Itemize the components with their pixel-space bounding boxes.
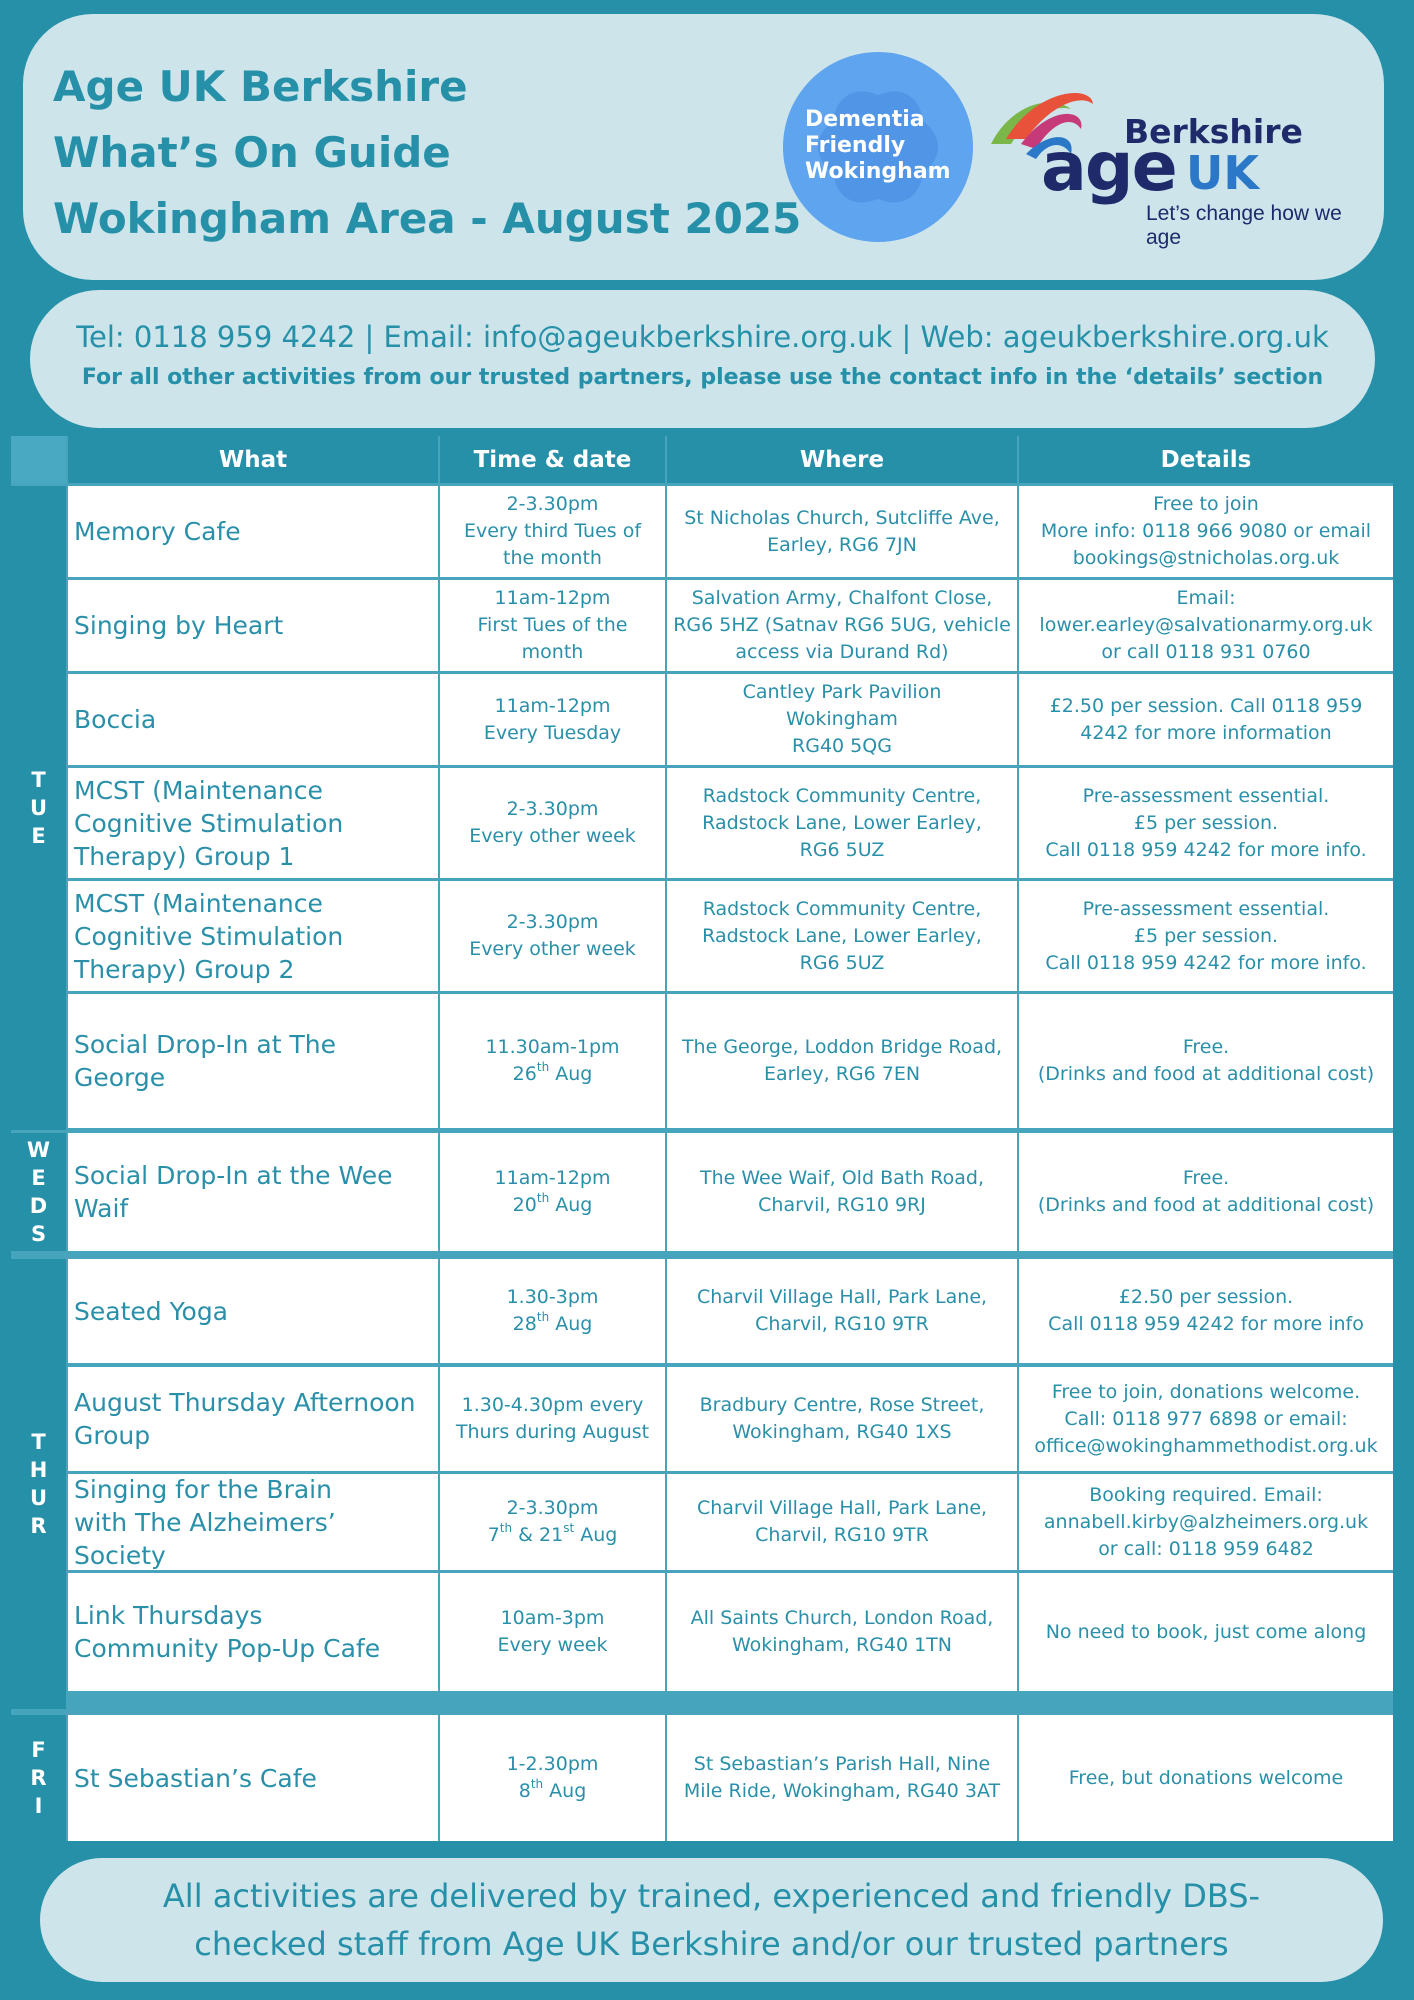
- cell-details: [1019, 1573, 1393, 1691]
- where-line: Charvil Village Hall, Park Lane,: [696, 1286, 988, 1308]
- cell-details: [1019, 1367, 1393, 1471]
- cell-time-text: [495, 1165, 611, 1219]
- date-ordinal: th: [530, 1776, 544, 1791]
- time-line: 11am-12pm: [494, 1167, 611, 1189]
- cell-where: [667, 768, 1017, 878]
- where-line: Wokingham, RG40 1TN: [731, 1634, 952, 1656]
- cell-time: [440, 1715, 665, 1841]
- where-line: RG40 5QG: [792, 735, 892, 757]
- cell-time: [440, 1474, 665, 1570]
- cell-what-text: [74, 887, 343, 986]
- badge-text: Dementia Friendly Wokingham: [805, 107, 951, 184]
- time-line: 1.30-4.30pm every: [461, 1394, 644, 1416]
- cell-details: [1019, 768, 1393, 878]
- details-line: or call 0118 931 0760: [1101, 641, 1311, 663]
- details-line: Call: 0118 977 6898 or email:: [1064, 1407, 1348, 1430]
- where-line: RG6 5UZ: [799, 951, 885, 974]
- day-letter: F: [31, 1738, 46, 1762]
- what-line: with The Alzheimers’ Society: [74, 1507, 336, 1570]
- cell-time-text: [469, 796, 636, 850]
- cell-time-text: [507, 1284, 599, 1338]
- what-line: Social Drop-In at The George: [74, 1030, 336, 1092]
- details-line: Free.: [1182, 1167, 1230, 1189]
- date-part: 26: [512, 1063, 537, 1085]
- details-line: bookings@stnicholas.org.uk: [1072, 547, 1340, 569]
- details-line: or call: 0118 959 6482: [1098, 1537, 1314, 1560]
- header-banner: [23, 14, 1384, 280]
- date-ordinal: st: [563, 1520, 575, 1535]
- cell-details-text: [1069, 1765, 1343, 1792]
- cell-what: [68, 1474, 438, 1570]
- age-uk-logo: [981, 84, 1361, 249]
- cell-where-text: [702, 896, 982, 977]
- time-line: Every third Tues of: [463, 520, 642, 542]
- cell-details-text: [1046, 1619, 1367, 1646]
- where-line: Charvil, RG10 9TR: [755, 1313, 929, 1335]
- cell-what-text: [74, 774, 343, 873]
- cell-what: [68, 580, 438, 671]
- cell-where: [667, 994, 1017, 1128]
- what-line: Therapy) Group 2: [74, 954, 295, 984]
- what-line: Link Thursdays: [74, 1601, 263, 1630]
- details-line: Free, but donations welcome: [1068, 1766, 1344, 1789]
- dementia-friendly-badge: [783, 52, 973, 242]
- cell-time-text: [484, 693, 621, 747]
- what-line: Therapy) Group 1: [74, 841, 295, 871]
- where-line: Cantley Park Pavilion: [742, 681, 942, 703]
- what-line: Boccia: [74, 705, 157, 734]
- time-line: Every other week: [469, 825, 636, 847]
- cell-time-text: [469, 909, 636, 963]
- date-part: 20: [512, 1194, 537, 1216]
- day-label-tue: [11, 486, 66, 1130]
- where-line: Wokingham: [786, 708, 898, 730]
- logo-uk-text: UK: [1186, 146, 1259, 200]
- details-line: £5 per session.: [1133, 924, 1279, 947]
- day-label-fri: [11, 1715, 66, 1841]
- where-line: Radstock Lane, Lower Earley,: [702, 811, 982, 834]
- cell-time: [440, 994, 665, 1128]
- day-letter: D: [29, 1194, 48, 1218]
- where-line: Radstock Community Centre,: [702, 784, 982, 807]
- cell-time: [440, 1573, 665, 1691]
- where-line: The George, Loddon Bridge Road,: [681, 1036, 1003, 1058]
- cell-details-text: [1048, 1284, 1364, 1338]
- cell-time: [440, 1133, 665, 1251]
- time-line: First Tues of the: [477, 614, 628, 636]
- cell-details: [1019, 674, 1393, 765]
- cell-what: [68, 486, 438, 577]
- where-line: Earley, RG6 7JN: [767, 533, 917, 556]
- cell-details: [1019, 1715, 1393, 1841]
- where-line: The Wee Waif, Old Bath Road,: [700, 1167, 984, 1189]
- cell-details: [1019, 580, 1393, 671]
- activities-table: [11, 436, 1393, 1841]
- details-line: (Drinks and food at additional cost): [1037, 1194, 1375, 1216]
- cell-what: [68, 994, 438, 1128]
- footer-banner: [40, 1858, 1383, 1982]
- time-line: 2-3.30pm: [506, 798, 599, 820]
- day-letter: U: [29, 796, 48, 820]
- cell-where-text: [697, 1495, 987, 1549]
- details-line: Call 0118 959 4242 for more info.: [1045, 838, 1367, 861]
- details-line: annabell.kirby@alzheimers.org.uk: [1043, 1510, 1369, 1533]
- cell-details-text: [1050, 693, 1363, 747]
- cell-what: [68, 1259, 438, 1363]
- cell-what-text: [74, 1599, 380, 1665]
- cell-where: [667, 1474, 1017, 1570]
- cell-details: [1019, 994, 1393, 1128]
- what-line: St Sebastian’s Cafe: [74, 1763, 317, 1793]
- cell-details: [1019, 1133, 1393, 1251]
- day-letter: W: [26, 1138, 51, 1162]
- day-letter: I: [34, 1794, 43, 1818]
- time-line: 10am-3pm: [500, 1607, 605, 1629]
- cell-where: [667, 1367, 1017, 1471]
- details-line: Pre-assessment essential.: [1082, 784, 1330, 807]
- cell-details-text: [1038, 1165, 1374, 1219]
- details-line: £5 per session.: [1133, 811, 1279, 834]
- cell-what-text: [74, 1762, 317, 1795]
- where-line: St Nicholas Church, Sutcliffe Ave,: [684, 506, 1000, 529]
- time-line: Every other week: [469, 938, 636, 960]
- what-line: Cognitive Stimulation: [74, 921, 344, 951]
- where-line: Earley, RG6 7EN: [763, 1063, 921, 1085]
- details-line: Free.: [1182, 1036, 1230, 1058]
- date-line: [507, 1778, 599, 1805]
- cell-where-text: [700, 1392, 985, 1446]
- cell-what-text: [74, 1295, 228, 1328]
- details-line: Free to join: [1153, 493, 1259, 515]
- title-line-2: What’s On Guide: [53, 128, 451, 177]
- cell-what-text: [74, 609, 283, 642]
- cell-what-text: [74, 1159, 392, 1225]
- cell-time: [440, 1367, 665, 1471]
- date-part: Aug: [549, 1313, 593, 1335]
- details-line: No need to book, just come along: [1045, 1620, 1367, 1643]
- cell-where: [667, 881, 1017, 991]
- date-part: Aug: [549, 1063, 593, 1085]
- cell-where: [667, 1715, 1017, 1841]
- date-part: 28: [512, 1313, 537, 1335]
- cell-details-text: [1034, 1379, 1377, 1460]
- where-line: Mile Ride, Wokingham, RG40 3AT: [683, 1780, 1001, 1802]
- day-letter: H: [29, 1458, 48, 1482]
- logo-tagline: Let’s change how we age: [1146, 202, 1342, 249]
- where-line: Radstock Community Centre,: [702, 897, 982, 920]
- table-corner-cell: [11, 436, 66, 483]
- cell-time: [440, 1259, 665, 1363]
- cell-where-text: [697, 1284, 987, 1338]
- day-letter: R: [30, 1514, 47, 1538]
- date-part: 8: [518, 1780, 531, 1802]
- details-line: More info: 0118 966 9080 or email: [1040, 520, 1372, 542]
- cell-time-text: [478, 585, 628, 666]
- what-line: Cognitive Stimulation: [74, 808, 344, 838]
- title-line-3: Wokingham Area - August 2025: [53, 194, 802, 243]
- what-line: MCST (Maintenance: [74, 775, 323, 805]
- cell-what: [68, 1367, 438, 1471]
- what-line: Memory Cafe: [74, 517, 241, 546]
- header-where: Where: [667, 436, 1017, 483]
- cell-details: [1019, 1474, 1393, 1570]
- date-line: [485, 1061, 619, 1088]
- time-line: Thurs during August: [455, 1421, 650, 1443]
- what-line: Social Drop-In at the Wee: [74, 1161, 393, 1190]
- day-label-weds: [11, 1133, 66, 1251]
- cell-details: [1019, 1259, 1393, 1363]
- cell-where: [667, 1573, 1017, 1691]
- details-line: Call 0118 959 4242 for more info.: [1045, 951, 1367, 974]
- cell-what-text: [74, 1473, 432, 1572]
- day-letter: S: [30, 1222, 47, 1246]
- date-ordinal: th: [536, 1059, 550, 1074]
- where-line: Charvil Village Hall, Park Lane,: [696, 1497, 988, 1519]
- day-letter: E: [31, 824, 46, 848]
- cell-time-text: [498, 1605, 608, 1659]
- cell-details-text: [1039, 585, 1372, 666]
- time-line: 11am-12pm: [494, 694, 611, 717]
- date-line: [488, 1522, 618, 1549]
- details-line: Booking required. Email:: [1089, 1483, 1323, 1506]
- time-line: Every week: [497, 1634, 608, 1656]
- cell-where: [667, 1259, 1017, 1363]
- contact-details: Tel: 0118 959 4242 | Email: info@ageukberkshire.org.uk | Web: ageukberkshire.org.uk: [76, 320, 1329, 354]
- title-line-1: Age UK Berkshire: [53, 62, 468, 111]
- partners-note: For all other activities from our trusted partners, please use the contact info in the ‘details’ section: [81, 365, 1324, 390]
- time-line: 1-2.30pm: [506, 1753, 599, 1775]
- where-line: Salvation Army, Chalfont Close,: [691, 587, 993, 609]
- cell-what: [68, 1715, 438, 1841]
- day-letter: R: [30, 1766, 47, 1790]
- cell-time-text: [488, 1495, 618, 1549]
- date-line: [507, 1311, 599, 1338]
- page-title: [53, 54, 801, 252]
- cell-where-text: [684, 505, 1000, 559]
- cell-where: [667, 1133, 1017, 1251]
- details-line: lower.earley@salvationarmy.org.uk: [1039, 614, 1373, 636]
- time-line: month: [521, 641, 584, 663]
- what-line: Seated Yoga: [74, 1296, 229, 1326]
- cell-what: [68, 1133, 438, 1251]
- cell-what: [68, 1573, 438, 1691]
- date-ordinal: th: [536, 1190, 550, 1205]
- where-line: All Saints Church, London Road,: [690, 1607, 994, 1629]
- where-line: St Sebastian’s Parish Hall, Nine: [693, 1753, 991, 1775]
- where-line: Charvil, RG10 9TR: [755, 1524, 929, 1546]
- cell-what-text: [74, 703, 156, 736]
- time-line: 11.30am-1pm: [485, 1036, 620, 1058]
- time-line: the month: [503, 547, 602, 569]
- contact-banner: [30, 290, 1375, 428]
- date-line: [495, 1192, 611, 1219]
- where-line: access via Durand Rd): [735, 641, 949, 663]
- cell-what-text: [74, 1028, 432, 1094]
- cell-details: [1019, 486, 1393, 577]
- details-line: 4242 for more information: [1080, 721, 1332, 744]
- what-line: Singing by Heart: [74, 611, 284, 640]
- header-time-date: Time & date: [440, 436, 665, 483]
- details-line: £2.50 per session. Call 0118 959: [1049, 694, 1363, 717]
- logo-berkshire-text: Berkshire: [1124, 112, 1303, 151]
- time-line: 11am-12pm: [494, 587, 611, 609]
- where-line: Charvil, RG10 9RJ: [758, 1194, 926, 1216]
- what-line: Singing for the Brain: [74, 1474, 332, 1504]
- details-line: office@wokinghammethodist.org.uk: [1034, 1434, 1378, 1457]
- cell-time: [440, 486, 665, 577]
- time-line: 2-3.30pm: [506, 493, 599, 515]
- date-part: & 21: [512, 1524, 564, 1546]
- details-line: Free to join, donations welcome.: [1051, 1380, 1361, 1403]
- cell-what: [68, 768, 438, 878]
- details-line: Email:: [1176, 587, 1236, 609]
- cell-what-text: [74, 515, 241, 548]
- date-part: Aug: [574, 1524, 618, 1546]
- cell-details-text: [1044, 1482, 1368, 1563]
- cell-time-text: [464, 491, 641, 572]
- date-part: Aug: [549, 1194, 593, 1216]
- cell-where: [667, 674, 1017, 765]
- cell-details-text: [1041, 491, 1371, 572]
- cell-time: [440, 768, 665, 878]
- details-line: Pre-assessment essential.: [1082, 897, 1330, 920]
- details-line: Call 0118 959 4242 for more info: [1048, 1313, 1364, 1335]
- where-line: Radstock Lane, Lower Earley,: [702, 924, 982, 947]
- cell-where-text: [691, 1605, 994, 1659]
- what-line: Waif: [74, 1194, 129, 1223]
- footer-text: All activities are delivered by trained, experienced and friendly DBS-checked staff from Age UK Berkshire and/or our trusted partners: [162, 1877, 1261, 1963]
- header-what: What: [68, 436, 438, 483]
- date-ordinal: th: [536, 1309, 550, 1324]
- cell-time-text: [456, 1392, 649, 1446]
- where-line: Bradbury Centre, Rose Street,: [699, 1394, 985, 1416]
- time-line: Every Tuesday: [483, 721, 622, 744]
- cell-details: [1019, 881, 1393, 991]
- time-line: 2-3.30pm: [506, 1497, 599, 1519]
- cell-time-text: [507, 1751, 599, 1805]
- cell-time: [440, 881, 665, 991]
- where-line: RG6 5UZ: [799, 838, 885, 861]
- day-letter: U: [29, 1486, 48, 1510]
- cell-what: [68, 881, 438, 991]
- cell-where-text: [700, 1165, 984, 1219]
- time-line: 1.30-3pm: [506, 1286, 599, 1308]
- where-line: RG6 5HZ (Satnav RG6 5UG, vehicle: [673, 614, 1011, 636]
- cell-what: [68, 674, 438, 765]
- cell-where-text: [684, 1751, 1000, 1805]
- cell-where-text: [743, 679, 942, 760]
- cell-details-text: [1045, 783, 1366, 864]
- where-line: Wokingham, RG40 1XS: [732, 1421, 952, 1443]
- what-line: Group: [74, 1421, 151, 1450]
- cell-what-text: [74, 1386, 416, 1452]
- cell-time: [440, 674, 665, 765]
- header-details: Details: [1019, 436, 1393, 483]
- day-label-thur: [11, 1259, 66, 1709]
- what-line: August Thursday Afternoon: [74, 1388, 416, 1417]
- logo-age-text: age: [1041, 128, 1176, 207]
- date-part: 7: [487, 1524, 500, 1546]
- what-line: Community Pop-Up Cafe: [74, 1634, 381, 1663]
- cell-details-text: [1045, 896, 1366, 977]
- cell-where-text: [673, 585, 1011, 666]
- date-part: Aug: [543, 1780, 587, 1802]
- cell-where: [667, 486, 1017, 577]
- cell-where-text: [682, 1034, 1002, 1088]
- cell-time-text: [485, 1034, 619, 1088]
- cell-where-text: [702, 783, 982, 864]
- cell-where: [667, 580, 1017, 671]
- what-line: MCST (Maintenance: [74, 888, 323, 918]
- cell-time: [440, 580, 665, 671]
- details-line: (Drinks and food at additional cost): [1037, 1063, 1375, 1085]
- time-line: 2-3.30pm: [506, 911, 599, 933]
- details-line: £2.50 per session.: [1118, 1286, 1294, 1308]
- day-letter: T: [31, 1430, 46, 1454]
- cell-details-text: [1038, 1034, 1374, 1088]
- date-ordinal: th: [499, 1520, 513, 1535]
- day-letter: T: [31, 768, 46, 792]
- day-letter: E: [31, 1166, 46, 1190]
